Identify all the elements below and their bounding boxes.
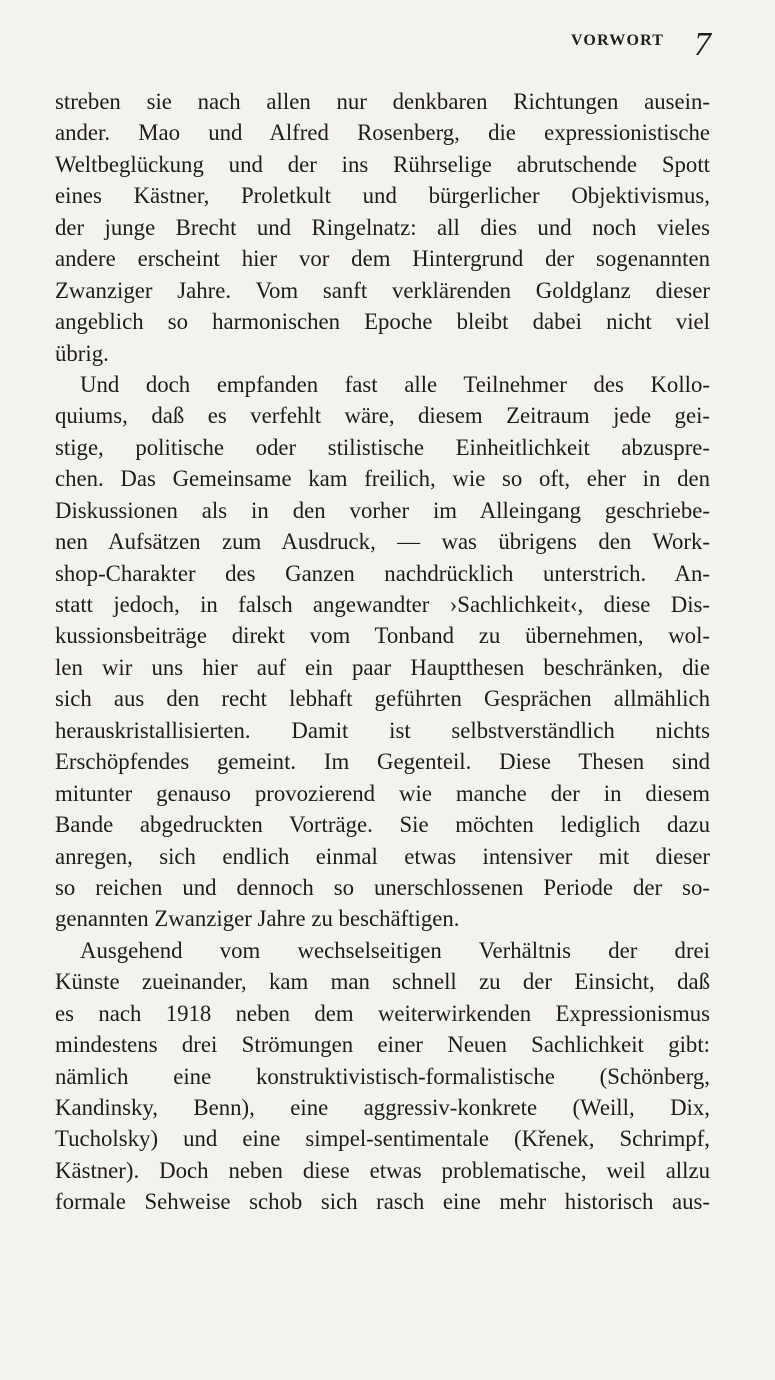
text-line: mindestens drei Strömungen einer Neuen Sachlichkeit gibt: bbox=[55, 1032, 710, 1058]
text-line: Künste zueinander, kam man schnell zu der Einsicht, daß bbox=[55, 969, 710, 995]
text-line: übrig. bbox=[55, 340, 109, 366]
text-line: sich aus den recht lebhaft geführten Gesprächen allmählich bbox=[55, 686, 710, 712]
text-line: len wir uns hier auf ein paar Hauptthesen beschränken, die bbox=[55, 654, 710, 680]
text-line: herauskristallisierten. Damit ist selbstverständlich nichts bbox=[55, 717, 710, 743]
body-text bbox=[55, 86, 710, 1218]
text-line: Weltbeglückung und der ins Rührselige abrutschende Spott bbox=[55, 151, 710, 177]
text-line: Zwanziger Jahre. Vom sanft verklärenden Goldglanz dieser bbox=[55, 277, 710, 303]
text-line: kussionsbeiträge direkt vom Tonband zu übernehmen, wol- bbox=[55, 623, 710, 649]
text-line: andere erscheint hier vor dem Hintergrund der sogenannten bbox=[55, 246, 710, 272]
text-line: Erschöpfendes gemeint. Im Gegenteil. Diese Thesen sind bbox=[55, 749, 710, 775]
text-line: es nach 1918 neben dem weiterwirkenden Expressionismus bbox=[55, 1000, 710, 1026]
text-line: so reichen und dennoch so unerschlossenen Periode der so- bbox=[55, 874, 710, 900]
text-line: shop-Charakter des Ganzen nachdrücklich unterstrich. An- bbox=[55, 560, 710, 586]
text-line: Kästner). Doch neben diese etwas problematische, weil allzu bbox=[55, 1157, 710, 1183]
running-head bbox=[0, 26, 775, 66]
text-line: formale Sehweise schob sich rasch eine mehr historisch aus- bbox=[55, 1189, 710, 1215]
text-line: Bande abgedruckten Vorträge. Sie möchten lediglich dazu bbox=[55, 812, 710, 838]
text-line: der junge Brecht und Ringelnatz: all dies und noch vieles bbox=[55, 214, 710, 240]
text-line: Diskussionen als in den vorher im Alleingang geschriebe- bbox=[55, 497, 710, 523]
paragraph-first-line: Ausgehend vom wechselseitigen Verhältnis der drei bbox=[80, 937, 710, 963]
text-line: ander. Mao und Alfred Rosenberg, die expressionistische bbox=[55, 120, 710, 146]
text-line: streben sie nach allen nur denkbaren Richtungen ausein- bbox=[55, 89, 710, 114]
text-line: nen Aufsätzen zum Ausdruck, — was übrigens den Work- bbox=[55, 529, 710, 555]
text-line: genannten Zwanziger Jahre zu beschäftigen. bbox=[55, 906, 460, 932]
text-line: quiums, daß es verfehlt wäre, diesem Zeitraum jede gei- bbox=[55, 403, 710, 429]
text-line: chen. Das Gemeinsame kam freilich, wie so oft, eher in den bbox=[55, 466, 710, 492]
text-line: angeblich so harmonischen Epoche bleibt dabei nicht viel bbox=[55, 309, 710, 335]
running-title: VORWORT bbox=[571, 32, 665, 49]
text-line: stige, politische oder stilistische Einheitlichkeit abzuspre- bbox=[55, 434, 710, 460]
text-line: statt jedoch, in falsch angewandter ›Sachlichkeit‹, diese Dis- bbox=[55, 592, 710, 617]
text-line: nämlich eine konstruktivistisch-formalistische (Schönberg, bbox=[55, 1063, 710, 1089]
text-line: Kandinsky, Benn), eine aggressiv-konkrete (Weill, Dix, bbox=[55, 1095, 710, 1120]
page-number: 7 bbox=[694, 26, 711, 63]
text-line: mitunter genauso provozierend wie manche der in diesem bbox=[55, 780, 710, 806]
text-line: anregen, sich endlich einmal etwas intensiver mit dieser bbox=[55, 843, 710, 869]
text-line: Tucholsky) und eine simpel-sentimentale (Křenek, Schrimpf, bbox=[55, 1126, 710, 1152]
text-line: eines Kästner, Proletkult und bürgerlicher Objektivismus, bbox=[55, 183, 710, 209]
paragraph-first-line: Und doch empfanden fast alle Teilnehmer des Kollo- bbox=[80, 371, 710, 397]
